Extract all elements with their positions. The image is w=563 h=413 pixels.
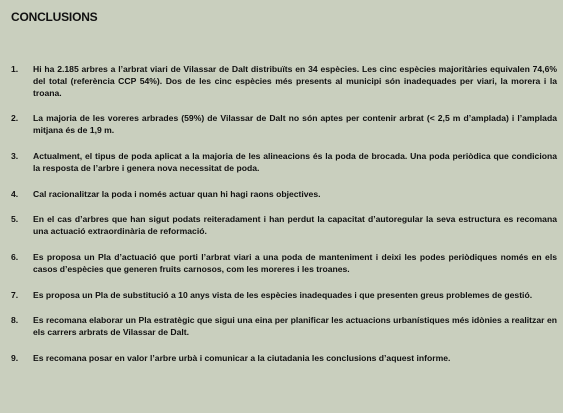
item-text: Es proposa un Pla de substitució a 10 anys vista de les espècies inadequades i que presenten greus problemes de gestió. — [33, 289, 533, 300]
list-item — [11, 353, 557, 365]
item-number: 2. — [11, 113, 19, 124]
list-item — [11, 252, 557, 276]
item-number: 9. — [11, 352, 19, 363]
item-text: Hi ha 2.185 arbres a l’arbrat viari de Vilassar de Dalt distribuïts en 34 espècies. Les cinc espècies majoritàries equivalen 74,6% del total (referència CCP 54%). Dos de les cinc espècies més presents al municipi són inadequades per viari, la morera i la troana. — [33, 64, 557, 98]
list-item — [11, 189, 557, 201]
item-number: 7. — [11, 289, 19, 300]
item-number: 4. — [11, 188, 19, 199]
list-item — [11, 315, 557, 339]
list-item — [11, 113, 557, 137]
item-number: 3. — [11, 150, 19, 161]
list-item — [11, 151, 557, 175]
page-title: CONCLUSIONS — [11, 10, 98, 24]
conclusions-list — [11, 64, 557, 365]
item-text: Cal racionalitzar la poda i només actuar quan hi hagi raons objectives. — [33, 188, 321, 199]
item-text: En el cas d’arbres que han sigut podats reiteradament i han perdut la capacitat d’autoregular la seva estructura es recomana una actuació extraordinària de reformació. — [33, 214, 557, 237]
item-number: 1. — [11, 64, 19, 74]
list-item — [11, 64, 557, 99]
item-number: 5. — [11, 214, 19, 225]
list-item — [11, 214, 557, 238]
item-text: Es recomana elaborar un Pla estratègic que sigui una eina per planificar les actuacions urbanístiques més idònies a realitzar en els carrers arbrats de Vilassar de Dalt. — [33, 315, 557, 338]
list-item — [11, 290, 557, 302]
item-number: 6. — [11, 251, 19, 262]
item-number: 8. — [11, 315, 19, 326]
item-text: La majoria de les voreres arbrades (59%) de Vilassar de Dalt no són aptes per contenir arbrat (< 2,5 m d’amplada) i l’amplada mitjana és de 1,9 m. — [33, 113, 557, 136]
item-text: Es recomana posar en valor l’arbre urbà i comunicar a la ciutadania les conclusions d’aquest informe. — [33, 352, 451, 363]
item-text: Es proposa un Pla d’actuació que porti l’arbrat viari a una poda de manteniment i deixi les podes periòdiques només en els casos d’espècies que generen fruits carnosos, com les moreres i les troanes. — [33, 251, 557, 274]
item-text: Actualment, el tipus de poda aplicat a la majoria de les alineacions és la poda de brocada. Una poda periòdica que condiciona la resposta de l’arbre i genera nova necessitat de poda. — [33, 150, 557, 173]
